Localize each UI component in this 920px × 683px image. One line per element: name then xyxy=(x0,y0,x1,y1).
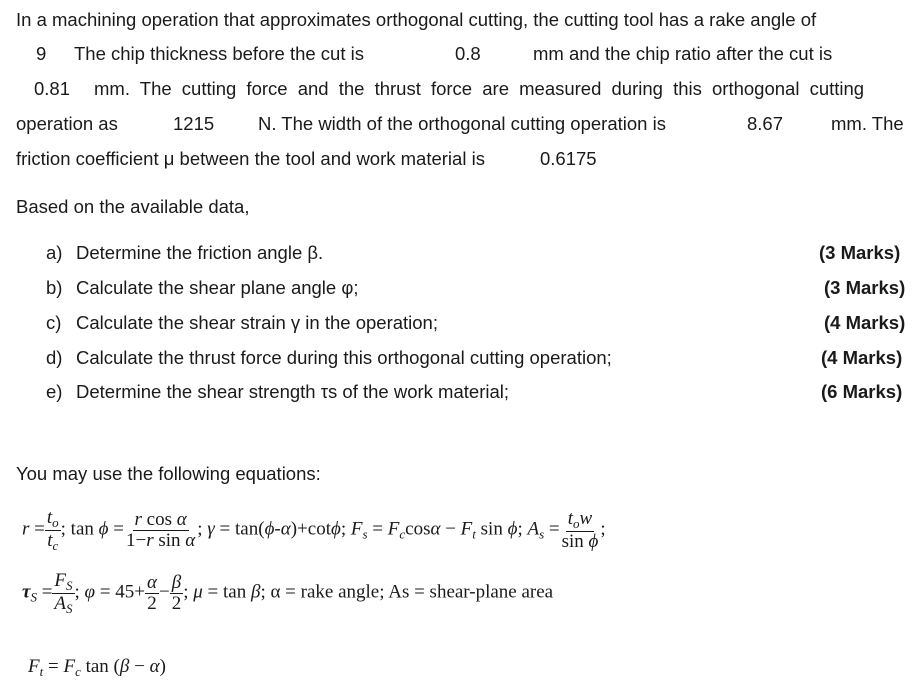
paragraph-line-5: friction coefficient μ between the tool and work material is xyxy=(16,148,485,169)
question-b-text: Calculate the shear plane angle φ; xyxy=(76,277,359,298)
rake-angle-definition: α = rake angle; xyxy=(270,581,385,603)
paragraph-line-1: In a machining operation that approximates orthogonal cutting, the cutting tool has a rake angle of xyxy=(16,9,817,30)
force-value: 1215 xyxy=(173,113,215,134)
question-a-text: Determine the friction angle β. xyxy=(76,242,324,263)
question-c-text: Calculate the shear strain γ in the operation; xyxy=(76,312,438,333)
question-d-label: d) xyxy=(46,347,63,368)
chip-thickness-before-value: 0.8 xyxy=(455,43,481,64)
equation-row-2: $\tau_S$ = $\frac{F_S}{A_S}$ ; φ = 45+ $\frac{\alpha}{2}$ − $\frac{\beta}{2}$ ; μ = tan β; α = rake angle; As = shear-plane area xyxy=(22,570,554,616)
equation-row-3: $F_t = F_c$ tan (β − α) xyxy=(28,656,166,679)
question-e-label: e) xyxy=(46,381,63,402)
question-d-text: Calculate the thrust force during this orthogonal cutting operation; xyxy=(76,347,612,368)
question-e-text: Determine the shear strength τs of the work material; xyxy=(76,381,509,402)
paragraph-line-2b: mm and the chip ratio after the cut is xyxy=(533,43,833,64)
paragraph-line-2a: The chip thickness before the cut is xyxy=(74,43,364,64)
question-a-label: a) xyxy=(46,242,63,263)
paragraph-line-4b: N. The width of the orthogonal cutting operation is xyxy=(258,113,666,134)
paragraph-line-4c: mm. The xyxy=(831,113,904,134)
question-d-marks: (4 Marks) xyxy=(821,347,903,368)
question-b-marks: (3 Marks) xyxy=(824,277,906,298)
question-c-label: c) xyxy=(46,312,62,333)
chip-thickness-after-value: 0.81 xyxy=(34,78,71,99)
equation-row-1: r = $\frac{t_o}{t_c}$ ; tan ϕ = $\frac{\text{r cos α}}{\text{1−r sin α}}$ ; γ = tan(ϕ-α)+cotϕ; $F_s = F_c\cos\alpha - F_t$ sin ϕ; $A_s$ = $\frac{t_ow}{\text{sin ϕ}}$ ; xyxy=(22,507,606,553)
equations-intro: You may use the following equations: xyxy=(16,463,321,484)
paragraph-line-3: mm. The cutting force and the thrust force are measured during this orthogonal cutting xyxy=(94,78,865,99)
rake-angle-value: 9 xyxy=(36,43,47,64)
question-e-marks: (6 Marks) xyxy=(821,381,903,402)
question-a-marks: (3 Marks) xyxy=(819,242,901,263)
shear-area-definition: As = shear-plane area xyxy=(388,581,554,603)
width-value: 8.67 xyxy=(747,113,784,134)
friction-value: 0.6175 xyxy=(540,148,597,169)
question-c-marks: (4 Marks) xyxy=(824,312,906,333)
paragraph-line-4a: operation as xyxy=(16,113,118,134)
question-b-label: b) xyxy=(46,277,63,298)
intro-text: Based on the available data, xyxy=(16,196,250,217)
